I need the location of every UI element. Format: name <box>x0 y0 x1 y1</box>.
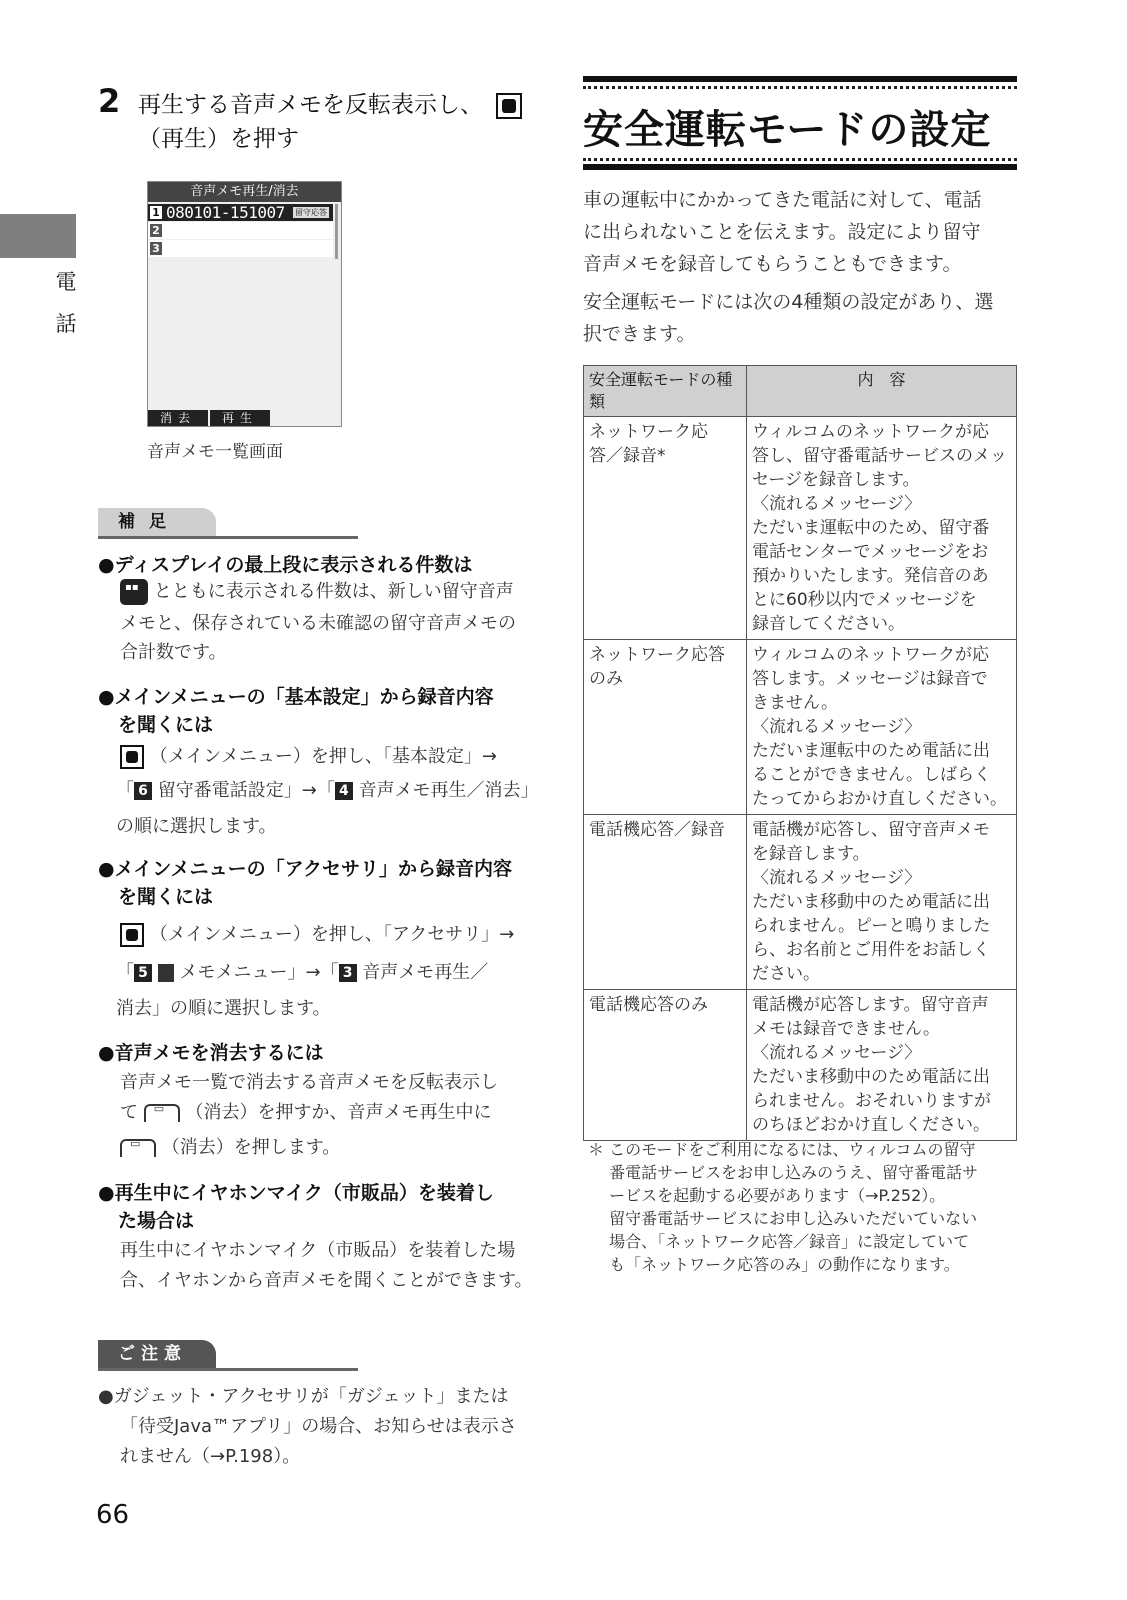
step-instruction-text1: 再生する音声メモを反転表示し、 <box>138 92 483 118</box>
description-cell <box>747 417 1017 640</box>
menu-number-badge: 5 <box>134 964 152 982</box>
screen-caption: 音声メモ一覧画面 <box>147 442 283 462</box>
row-number: 2 <box>150 224 162 237</box>
supplement-item-2-title-line1: ●メインメニューの「基本設定」から録音内容 <box>98 686 494 708</box>
mode-line: ネットワーク応答 <box>589 645 725 665</box>
table-row <box>584 815 1017 990</box>
desc-line: を録音します。 <box>752 844 870 864</box>
desc-line: られません。おそれいりますが <box>752 1091 992 1111</box>
intro-line-1: 車の運転中にかかってきた電話に対して、電話 <box>583 189 982 211</box>
intro-paragraph <box>583 184 1017 280</box>
desc-line: ださい。 <box>752 964 820 984</box>
phone-screen <box>147 181 342 427</box>
desc-line: られません。ピーと鳴りました <box>752 916 991 936</box>
clear-key-icon <box>120 1139 156 1157</box>
supplement-item-1-text1: とともに表示される件数は、新しい留守音声 <box>153 581 514 602</box>
supplement-item-3-title-line2: を聞くには <box>118 886 214 908</box>
phone-screen-title: 音声メモ再生/消去 <box>148 182 341 202</box>
desc-line: 電話機が応答します。留守音声 <box>752 995 989 1015</box>
header-mode-type: 安全運転モードの種類 <box>584 366 747 417</box>
menu-path-text: 留守番電話設定」→「 <box>157 780 335 801</box>
supplement-item-5-line1: 再生中にイヤホンマイク（市販品）を装着した場 <box>120 1240 516 1261</box>
voice-memo-row-3[interactable] <box>148 240 333 257</box>
section-bottom-dotted-rule <box>583 158 1017 161</box>
types-line-1: 安全運転モードには次の4種類の設定があり、選 <box>583 291 994 313</box>
mode-line: 電話機応答／録音 <box>589 820 725 840</box>
menu-number-badge: 3 <box>339 964 357 982</box>
header-content: 内 容 <box>747 366 1017 417</box>
caution-line3: れません（→P.198）。 <box>120 1446 301 1467</box>
supplement-item-3-text1: （メインメニュー）を押し、「アクセサリ」→ <box>149 924 515 945</box>
supplement-item-4-line1: 音声メモ一覧で消去する音声メモを反転表示し <box>120 1072 498 1093</box>
desc-line: 答します。メッセージは録音で <box>752 669 988 689</box>
desc-line: ウィルコムのネットワークが応 <box>752 645 989 665</box>
caution-line1: ●ガジェット・アクセサリが「ガジェット」または <box>98 1386 509 1407</box>
desc-line: 答し、留守番電話サービスのメッ <box>752 446 1007 466</box>
table-row <box>584 417 1017 640</box>
supplement-item-2-line3: の順に選択します。 <box>116 816 277 837</box>
desc-line: ら、お名前とご用件をお話しく <box>752 940 990 960</box>
desc-line: ただいま運転中のため、留守番 <box>752 518 990 538</box>
menu-number-badge: 4 <box>335 782 353 800</box>
footnote-line: ービスを起動する必要があります（→P.252）。 <box>588 1186 946 1205</box>
center-key-icon <box>496 93 522 119</box>
footnote-line: 留守番電話サービスにお申し込みいただいていない <box>588 1209 978 1228</box>
mode-line: 電話機応答のみ <box>589 995 708 1015</box>
desc-line: 預かりいたします。発信音のあ <box>752 566 989 586</box>
desc-line: ウィルコムのネットワークが応 <box>752 422 989 442</box>
voice-memo-row-2[interactable] <box>148 222 333 239</box>
desc-line: メモは録音できません。 <box>752 1019 941 1039</box>
supplement-item-4-text3: （消去）を押します。 <box>161 1137 341 1158</box>
supplement-item-1-line1 <box>120 577 514 605</box>
step-instruction-line2: （再生）を押す <box>138 126 299 152</box>
supplement-label <box>98 508 358 539</box>
center-key-icon <box>120 745 144 769</box>
desc-line: 〈流れるメッセージ〉 <box>752 494 922 514</box>
menu-number-badge: 6 <box>134 782 152 800</box>
supplement-item-5-line2: 合、イヤホンから音声メモを聞くことができます。 <box>120 1270 533 1291</box>
intro-line-3: 音声メモを録音してもらうこともできます。 <box>583 253 962 275</box>
supplement-item-3-line3: 消去」の順に選択します。 <box>116 998 331 1019</box>
menu-path-text: 音声メモ再生／ <box>362 962 489 983</box>
chapter-tab-char-2: 話 <box>55 312 77 336</box>
answering-badge: 留守応答 <box>295 208 327 217</box>
chapter-tab-marker <box>0 214 76 258</box>
supplement-item-2-line2 <box>116 776 539 802</box>
footnote-line: 番電話サービスをお申し込みのうえ、留守番電話サ <box>588 1163 979 1182</box>
supplement-item-4-title: ●音声メモを消去するには <box>98 1042 324 1064</box>
section-top-rule <box>583 76 1017 82</box>
bracket-open: 「 <box>116 962 134 983</box>
mode-cell <box>584 640 747 815</box>
row-text: 080101-151007 <box>166 203 285 222</box>
desc-line: 電話センターでメッセージをお <box>752 542 989 562</box>
supplement-divider <box>98 536 358 539</box>
table-row <box>584 990 1017 1141</box>
supplement-item-2-text1: （メインメニュー）を押し、「基本設定」→ <box>149 746 497 767</box>
desc-line: ただいま移動中のため電話に出 <box>752 1067 990 1087</box>
description-cell <box>747 990 1017 1141</box>
row-number: 1 <box>150 206 162 219</box>
mode-line: のみ <box>589 669 623 689</box>
menu-path-text: 音声メモ再生／消去」 <box>358 780 539 801</box>
supplement-item-1-line3: 合計数です。 <box>120 642 227 663</box>
supplement-item-4-line3 <box>120 1133 340 1159</box>
supplement-item-3-line2 <box>116 958 488 984</box>
desc-line: とに60秒以内でメッセージを <box>752 590 977 610</box>
section-title: 安全運転モードの設定 <box>583 107 992 153</box>
caution-line2: 「待受Java™アプリ」の場合、お知らせは表示さ <box>120 1416 517 1437</box>
chapter-tab-char-1: 電 <box>55 270 77 294</box>
supplement-item-4-text2a: て <box>120 1102 138 1123</box>
menu-path-text: メモメニュー」→「 <box>179 962 339 983</box>
desc-line: たってからおかけ直しください。 <box>752 789 1007 809</box>
desc-line: 電話機が応答し、留守音声メモ <box>752 820 990 840</box>
description-cell <box>747 640 1017 815</box>
mode-cell <box>584 815 747 990</box>
desc-line: きません。 <box>752 693 839 713</box>
description-cell <box>747 815 1017 990</box>
supplement-item-1-title: ●ディスプレイの最上段に表示される件数は <box>98 554 473 576</box>
supplement-label-text: 補足 <box>98 508 216 536</box>
table-footnote <box>588 1138 1018 1276</box>
clear-key-icon <box>144 1104 180 1122</box>
caution-label-text: ご注意 <box>98 1340 216 1368</box>
safe-driving-mode-table <box>583 365 1017 1141</box>
row-number: 3 <box>150 242 162 255</box>
mode-cell <box>584 990 747 1141</box>
mode-line: ネットワーク応 <box>589 422 708 442</box>
desc-line: 〈流れるメッセージ〉 <box>752 717 922 737</box>
desc-line: 〈流れるメッセージ〉 <box>752 1043 922 1063</box>
supplement-item-1-line2: メモと、保存されている未確認の留守音声メモの <box>120 613 516 634</box>
desc-line: ただいま移動中のため電話に出 <box>752 892 990 912</box>
footnote-line: も「ネットワーク応答のみ」の動作になります。 <box>588 1255 960 1274</box>
types-paragraph <box>583 286 1017 350</box>
intro-line-2: に出られないことを伝えます。設定により留守 <box>583 221 981 243</box>
page-number: 66 <box>96 1500 130 1530</box>
supplement-item-4-text2b: （消去）を押すか、音声メモ再生中に <box>185 1102 492 1123</box>
supplement-item-4-line2 <box>120 1098 491 1124</box>
section-bottom-rule <box>583 164 1017 170</box>
voice-memo-row-1[interactable] <box>148 204 333 221</box>
table-header-row <box>584 366 1017 417</box>
center-key-icon <box>120 923 144 947</box>
mode-line: 答／録音* <box>589 446 666 466</box>
caution-label <box>98 1340 358 1371</box>
section-top-dotted-rule <box>583 86 1017 89</box>
desc-line: のちほどおかけ直しください。 <box>752 1115 990 1135</box>
supplement-item-3-title-line1: ●メインメニューの「アクセサリ」から録音内容 <box>98 858 513 880</box>
supplement-item-2-title-line2: を聞くには <box>118 714 214 736</box>
scrollbar[interactable] <box>335 204 338 259</box>
desc-line: 〈流れるメッセージ〉 <box>752 868 922 888</box>
step-instruction-line1 <box>138 86 522 119</box>
softkey-play[interactable]: 再生 <box>210 410 270 426</box>
softkey-delete[interactable]: 消去 <box>148 410 208 426</box>
supplement-item-3-line1 <box>120 920 514 947</box>
step-number: 2 <box>98 82 121 120</box>
desc-line: セージを録音します。 <box>752 470 920 490</box>
softkey-bar <box>148 410 341 426</box>
mode-cell <box>584 417 747 640</box>
caution-divider <box>98 1368 358 1371</box>
footnote-line: ＊ このモードをご利用になるには、ウィルコムの留守 <box>588 1140 976 1159</box>
message-icon <box>120 579 148 605</box>
footnote-line: 場合、「ネットワーク応答／録音」に設定していて <box>588 1232 970 1251</box>
desc-line: ただいま運転中のため電話に出 <box>752 741 990 761</box>
supplement-item-2-line1 <box>120 742 497 769</box>
desc-line: ることができません。しばらく <box>752 765 992 785</box>
supplement-item-5-title-line1: ●再生中にイヤホンマイク（市販品）を装着し <box>98 1182 494 1204</box>
types-line-2: 択できます。 <box>583 323 696 345</box>
memo-menu-icon <box>158 964 174 982</box>
table-row <box>584 640 1017 815</box>
bracket-open: 「 <box>116 780 134 801</box>
desc-line: 録音してください。 <box>752 614 905 634</box>
supplement-item-5-title-line2: た場合は <box>118 1210 195 1232</box>
